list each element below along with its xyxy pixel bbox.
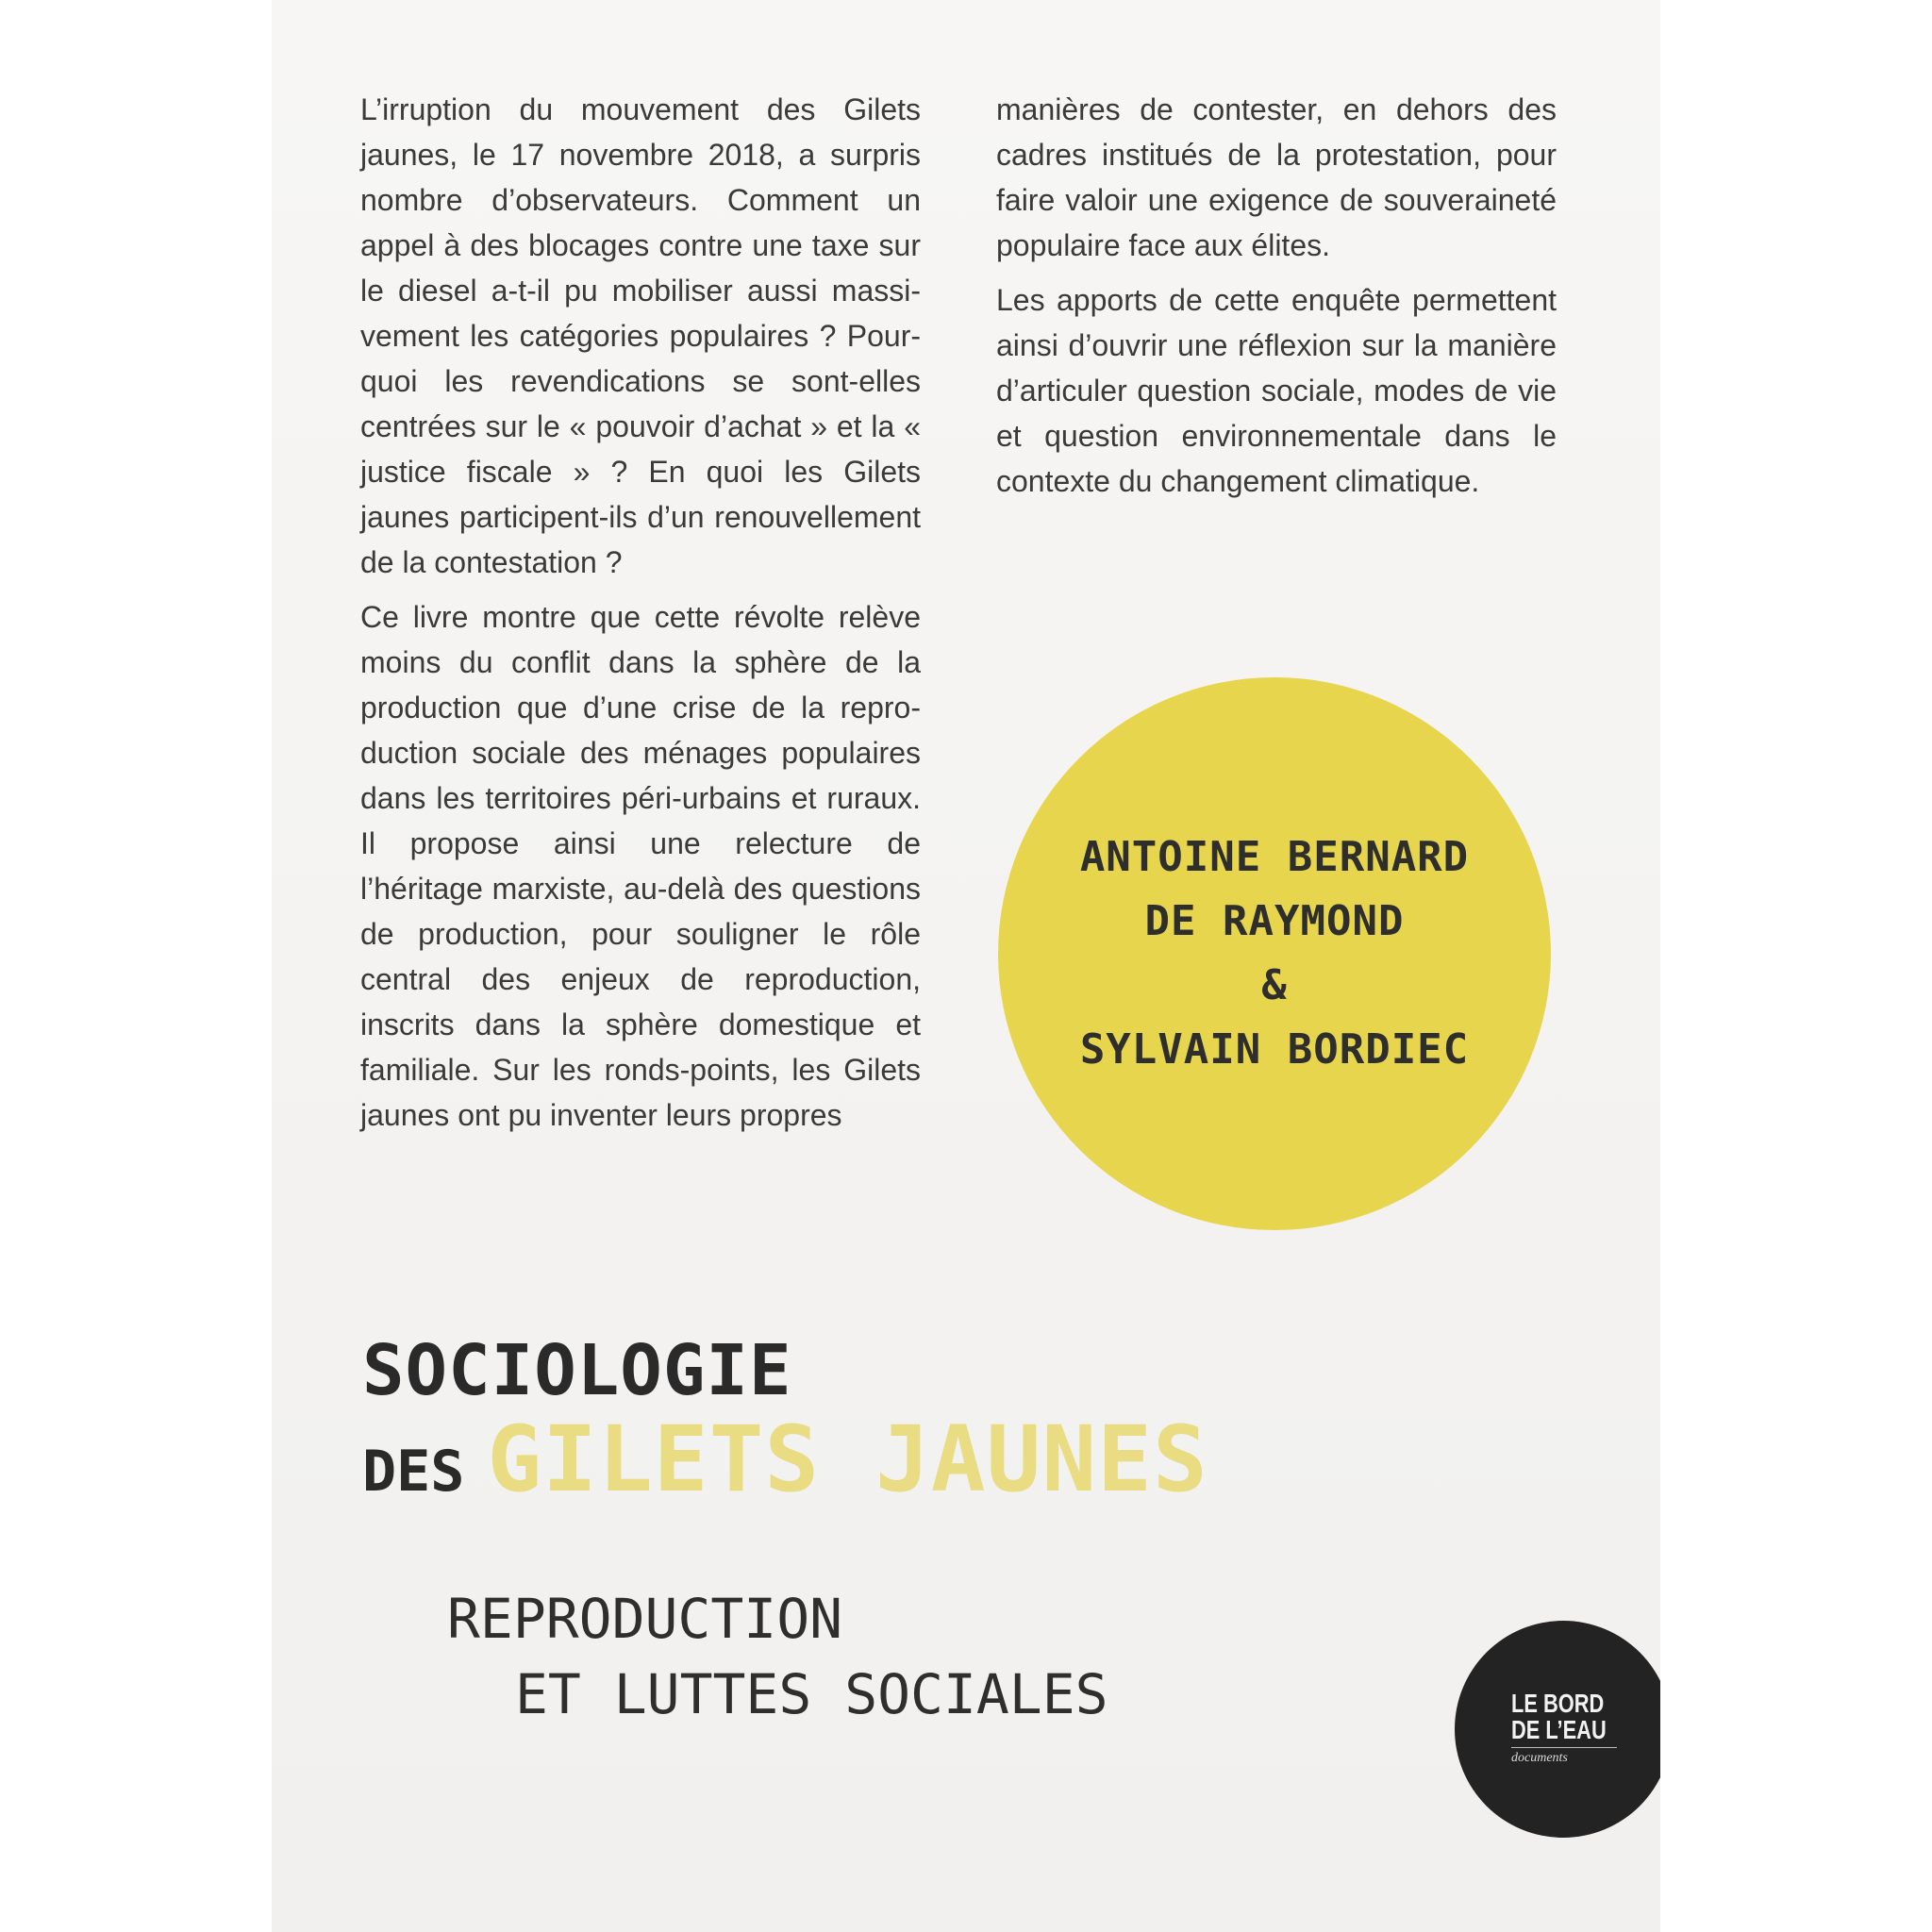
book-subtitle [447,1581,1108,1732]
blurb-paragraph-2: Ce livre montre que cette révolte relève moins du conflit dans la sphère de la production que d’une crise de la reproduction sociale des ménages populaires dans les territoires péri-urbains et ruraux. Il propose ainsi une relecture de l’héritage marxiste, au-delà des questions de production, pour souligner le rôle central des enjeux de reproduction, inscrits dans la sphère domestique et familiale. Sur les ronds-points, les Gilets jaunes ont pu inventer leurs propres [360,600,921,1132]
publisher-name [1511,1690,1607,1743]
blurb-paragraph-1: L’irruption du mouvement des Gilets jaunes, le 17 novembre 2018, a surpris nombre d’observateurs. Comment un appel à des blocages contre une taxe sur le diesel a-t-il pu mobiliser aussi massivement les catégories populaires ? Pourquoi les revendications se sont-elles centrées sur le « pouvoir d’achat » et la « justice fiscale » ? En quoi les Gilets jaunes participent-ils d’un renouvellement de la contestation ? [360,92,921,579]
publisher-logo [1455,1621,1660,1838]
publisher-name-line-1: LE BORD [1511,1689,1605,1718]
publisher-rule [1511,1747,1617,1748]
publisher-collection: documents [1511,1751,1568,1765]
book-title [362,1330,1208,1511]
author-ampersand: & [1261,961,1288,1009]
author-1-line-1: ANTOINE BERNARD [1079,833,1470,881]
subtitle-line-1: REPRODUCTION [447,1587,843,1651]
blurb-paragraph-3: manières de contester, en dehors des cadres institués de la protestation, pour faire valoir une exigence de souveraineté populaire face aux élites. [996,92,1557,262]
author-2: SYLVAIN BORDIEC [1079,1025,1470,1074]
blurb-left-column [360,87,921,1147]
publisher-name-line-2: DE L’EAU [1511,1715,1607,1744]
authors-circle [998,677,1551,1230]
title-line-2 [362,1407,1208,1511]
title-highlight: GILETS JAUNES [487,1407,1208,1512]
title-line-1: SOCIOLOGIE [362,1330,792,1411]
book-back-cover [272,0,1660,1932]
author-1-line-2: DE RAYMOND [1144,897,1405,945]
blurb-paragraph-4: Les apports de cette enquête permettent ainsi d’ouvrir une réflexion sur la manière d’articuler question sociale, modes de vie et question environnementale dans le contexte du changement climatique. [996,283,1557,498]
subtitle-line-2: ET LUTTES SOCIALES [515,1662,1108,1726]
blurb-right-column [996,87,1557,513]
title-prefix: DES [362,1439,465,1505]
